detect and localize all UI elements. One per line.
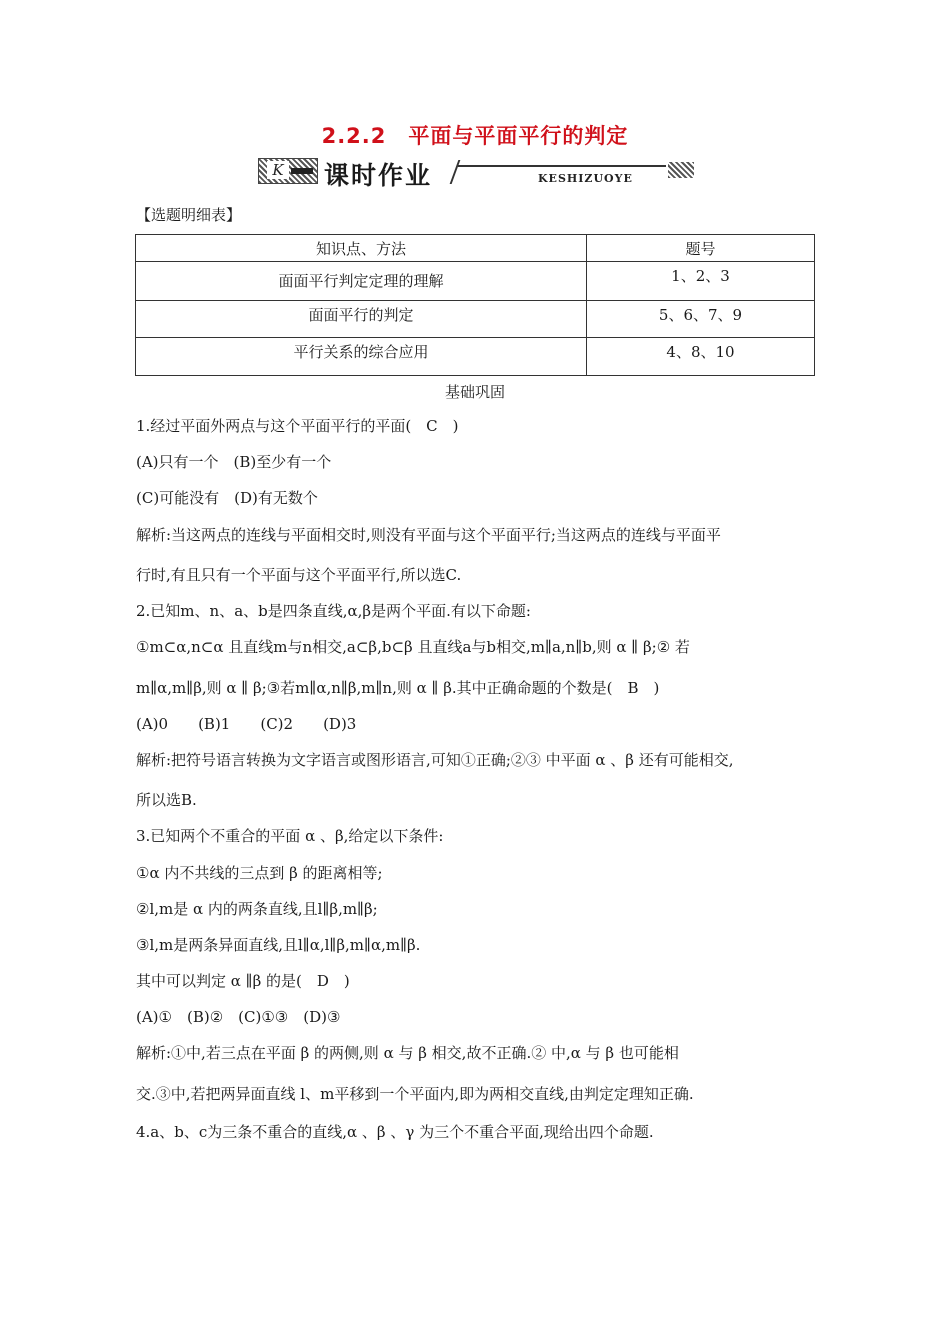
condition-line: ①α 内不共线的三点到 β 的距离相等; bbox=[136, 864, 383, 882]
banner-pattern bbox=[668, 162, 694, 178]
question-line: 2.已知m、n、a、b是四条直线,α,β是两个平面.有以下命题: bbox=[136, 602, 531, 620]
option-line: (C)可能没有 (D)有无数个 bbox=[136, 489, 318, 507]
table-row bbox=[136, 301, 815, 338]
table-header-row bbox=[136, 235, 815, 262]
analysis-line: 解析:当这两点的连线与平面相交时,则没有平面与这个平面平行;当这两点的连线与平面平 bbox=[136, 526, 721, 544]
banner-logo bbox=[258, 158, 318, 184]
question-line: 其中可以判定 α ∥β 的是( D ) bbox=[136, 972, 350, 990]
table-cell: 4、8、10 bbox=[587, 338, 815, 376]
topic-table bbox=[135, 234, 815, 376]
table-cell: 面面平行的判定 bbox=[136, 301, 587, 338]
table-caption: 【选题明细表】 bbox=[136, 206, 242, 224]
table-cell: 面面平行判定定理的理解 bbox=[136, 262, 587, 301]
analysis-line: 交.③中,若把两异面直线 l、m平移到一个平面内,即为两相交直线,由判定定理知正确. bbox=[136, 1085, 694, 1103]
banner-heading: 课时作业 bbox=[324, 161, 433, 190]
table-header: 知识点、方法 bbox=[136, 235, 587, 262]
question-line: 4.a、b、c为三条不重合的直线,α 、β 、γ 为三个不重合平面,现给出四个命题. bbox=[136, 1123, 654, 1141]
table-row bbox=[136, 262, 815, 301]
condition-line: ③l,m是两条异面直线,且l∥α,l∥β,m∥α,m∥β. bbox=[136, 936, 421, 954]
page-title: 2.2.2 平面与平面平行的判定 bbox=[321, 124, 629, 148]
banner-subtitle: KESHIZUOYE bbox=[538, 172, 633, 185]
question-line: m∥α,m∥β,则 α ∥ β;③若m∥α,n∥β,m∥n,则 α ∥ β.其中正确命题的个数是( B ) bbox=[136, 679, 660, 697]
condition-line: ②l,m是 α 内的两条直线,且l∥β,m∥β; bbox=[136, 900, 378, 918]
question-line: 1.经过平面外两点与这个平面平行的平面( C ) bbox=[136, 417, 459, 435]
question-line: ①m⊂α,n⊂α 且直线m与n相交,a⊂β,b⊂β 且直线a与b相交,m∥a,n∥b,则 α ∥ β;② 若 bbox=[136, 638, 690, 656]
table-cell: 1、2、3 bbox=[587, 262, 815, 301]
banner-divider bbox=[450, 160, 461, 184]
option-line: (A)只有一个 (B)至少有一个 bbox=[136, 453, 332, 471]
table-header: 题号 bbox=[587, 235, 815, 262]
analysis-line: 行时,有且只有一个平面与这个平面平行,所以选C. bbox=[136, 566, 462, 584]
option-line: (A)0 (B)1 (C)2 (D)3 bbox=[136, 715, 357, 733]
analysis-line: 解析:把符号语言转换为文字语言或图形语言,可知①正确;②③ 中平面 α 、β 还有可能相交, bbox=[136, 751, 734, 769]
section-banner bbox=[258, 156, 698, 188]
banner-rule bbox=[458, 165, 666, 167]
option-line: (A)① (B)② (C)①③ (D)③ bbox=[136, 1008, 341, 1026]
analysis-line: 解析:①中,若三点在平面 β 的两侧,则 α 与 β 相交,故不正确.② 中,α 与 β 也可能相 bbox=[136, 1044, 679, 1062]
analysis-line: 所以选B. bbox=[136, 791, 197, 809]
question-line: 3.已知两个不重合的平面 α 、β,给定以下条件: bbox=[136, 827, 444, 845]
table-row bbox=[136, 338, 815, 376]
table-cell: 5、6、7、9 bbox=[587, 301, 815, 338]
banner-logo-letter: K bbox=[267, 161, 289, 179]
table-cell: 平行关系的综合应用 bbox=[136, 338, 587, 376]
section-heading: 基础巩固 bbox=[444, 383, 505, 401]
